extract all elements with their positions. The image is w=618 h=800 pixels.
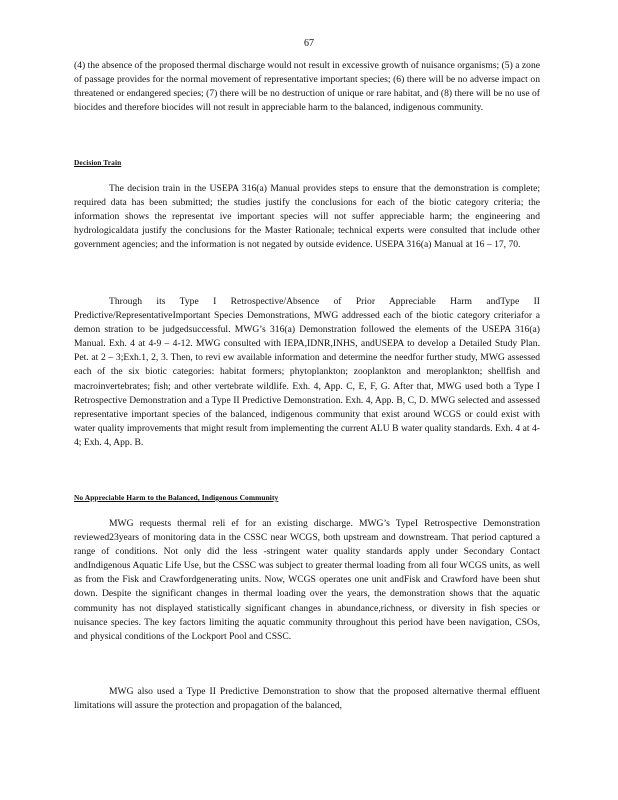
paragraph-criteria-list: (4) the absence of the proposed thermal discharge would not result in excessive growth of nuisance organisms; (5) a zone of passage provides for the normal movement of representative important species; (6) there will be no adverse impact on threatened or endangered species; (7) there will be no destruction of unique or rare habitat, and (8) there will be no use of biocides and therefore biocides will not result in appreciable harm to the balanced, indigenous community. xyxy=(74,60,540,114)
paragraph-thermal-relief: MWG requests thermal reli ef for an existing discharge. MWG’s TypeI Retrospective Demonstration reviewed23years of monitoring data in the CSSC near WCGS, both upstream and downstream. That period captured a range of conditions. Not only did the less -stringent water quality standards apply under Secondary Contact andIndigenous Aquatic Life Use, but the CSSC was subject to greater thermal loading from all four WCGS units, as well as from the Fisk and Crawfordgenerating units. Now, WCGS operates one unit andFisk and Crawford have been shut down. Despite the significant changes in thermal loading over the years, the demonstration shows that the aquatic community has not displayed statistically significant changes in abundance,richness, or diversity in fish species or nuisance species. The key factors limiting the aquatic community throughout this period have been navigation, CSOs, and physical conditions of the Lockport Pool and CSSC. xyxy=(74,518,540,642)
heading-no-appreciable-harm: No Appreciable Harm to the Balanced, Indigenous Community xyxy=(74,493,279,502)
heading-decision-train: Decision Train xyxy=(74,158,122,167)
page-number: 67 xyxy=(304,38,314,49)
paragraph-decision-train: The decision train in the USEPA 316(a) Manual provides steps to ensure that the demonstration is complete; required data has been submitted; the studies justify the conclusions for each of the biotic category criteria; the information shows the representat ive important species will not suffer appreciable harm; the engineering and hydrologicaldata justify the conclusions for the Master Rationale; technical experts were consulted that include other government agencies; and the information is not negated by outside evidence. USEPA 316(a) Manual at 16 – 17, 70. xyxy=(74,183,540,251)
paragraph-type-demonstrations: Through its Type I Retrospective/Absence of Prior Appreciable Harm andType II Predictive/RepresentativeImportant Species Demonstrations, MWG addressed each of the biotic category criteriafor a demon stration to be judgedsuccessful. MWG’s 316(a) Demonstration followed the elements of the USEPA 316(a) Manual. Exh. 4 at 4-9 – 4-12. MWG consulted with IEPA,IDNR,INHS, andUSEPA to develop a Detailed Study Plan. Pet. at 2 – 3;Exh.1, 2, 3. Then, to revi ew available information and determine the needfor further study, MWG assessed each of the six biotic categories: habitat formers; phytoplankton; zooplankton and meroplankton; shellfish and macroinvertebrates; fish; and other vertebrate wildlife. Exh. 4, App. C, E, F, G. After that, MWG used both a Type I Retrospective Demonstration and a Type II Predictive Demonstration. Exh. 4, App. B, C, D. MWG selected and assessed representative important species of the balanced, indigenous community that exist around WCGS or could exist with water quality improvements that might result from implementing the current ALU B water quality standards. Exh. 4 at 4-4; Exh. 4, App. B. xyxy=(74,296,540,448)
paragraph-type-ii-predictive: MWG also used a Type II Predictive Demonstration to show that the proposed alternative thermal effluent limitations will assure the protection and propagation of the balanced, xyxy=(74,686,540,712)
